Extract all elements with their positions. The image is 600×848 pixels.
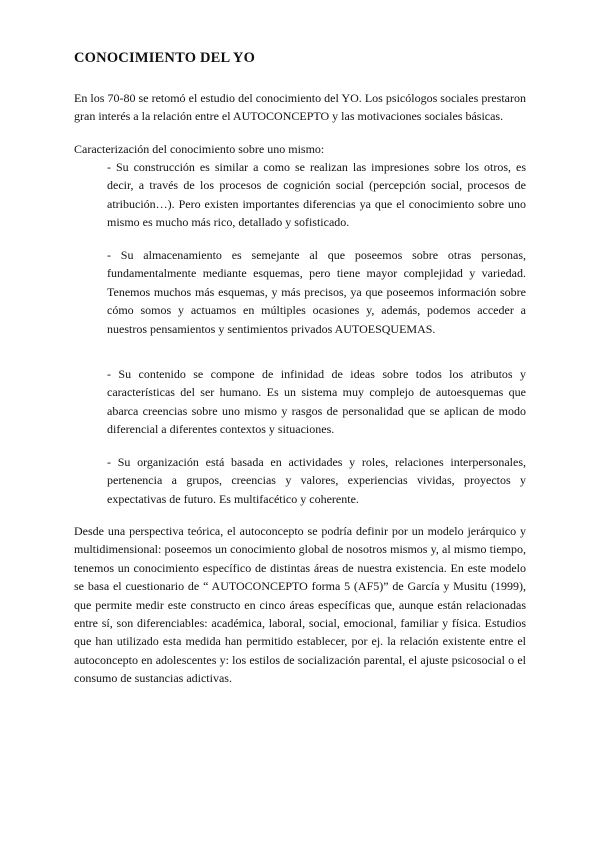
list-item: - Su organización está basada en actividades y roles, relaciones interpersonales, pertenencia a grupos, creencias y valores, experiencias vividas, proyectos y expectativas de futuro. Es multifacético y coherente. (107, 455, 526, 506)
list-item: - Su contenido se compone de infinidad de ideas sobre todos los atributos y características del ser humano. Es un sistema muy complejo de autoesquemas que abarca creencias sobre uno mismo y rasgos de personalidad que se aplican de modo diferencial a diferentes contextos y situaciones. (107, 367, 526, 437)
list-item: - Su almacenamiento es semejante al que poseemos sobre otras personas, fundamentalmente mediante esquemas, pero tiene mayor complejidad y variedad. Tenemos muchos más esquemas, y más precisos, ya que poseemos información sobre cómo somos y actuamos en múltiples ocasiones y, además, podemos acceder a nuestros pensamientos y sentimientos privados AUTOESQUEMAS. (107, 248, 526, 336)
list-item: - Su construcción es similar a como se realizan las impresiones sobre los otros, es decir, a través de los procesos de cognición social (percepción social, procesos de atribución…). Pero existen importantes diferencias ya que el conocimiento sobre uno mismo es mucho más rico, detallado y sofisticado. (107, 160, 526, 230)
closing-paragraph: Desde una perspectiva teórica, el autoconcepto se podría definir por un modelo jerárquico y multidimensional: poseemos un conocimiento global de nosotros mismos y, al mismo tiempo, tenemos un conocimiento específico de distintas áreas de nuestra existencia. En este modelo se basa el cuestionario de “ AUTOCONCEPTO forma 5 (AF5)” de García y Musitu (1999), que permite medir este constructo en cinco áreas específicas que, aunque están relacionadas entre sí, son diferenciables: académica, laboral, social, emocional, familiar y física. Estudios que han utilizado esta medida han permitido establecer, por ej. la relación existente entre el autoconcepto en adolescentes y: los estilos de socialización parental, el ajuste psicosocial o el consumo de sustancias adictivas. (74, 524, 526, 686)
page-title: CONOCIMIENTO DEL YO (74, 50, 256, 66)
list-caption: Caracterización del conocimiento sobre uno mismo: (74, 142, 325, 156)
intro-paragraph: En los 70-80 se retomó el estudio del conocimiento del YO. Los psicólogos sociales prestaron gran interés a la relación entre el AUTOCONCEPTO y las motivaciones sociales básicas. (74, 91, 526, 124)
